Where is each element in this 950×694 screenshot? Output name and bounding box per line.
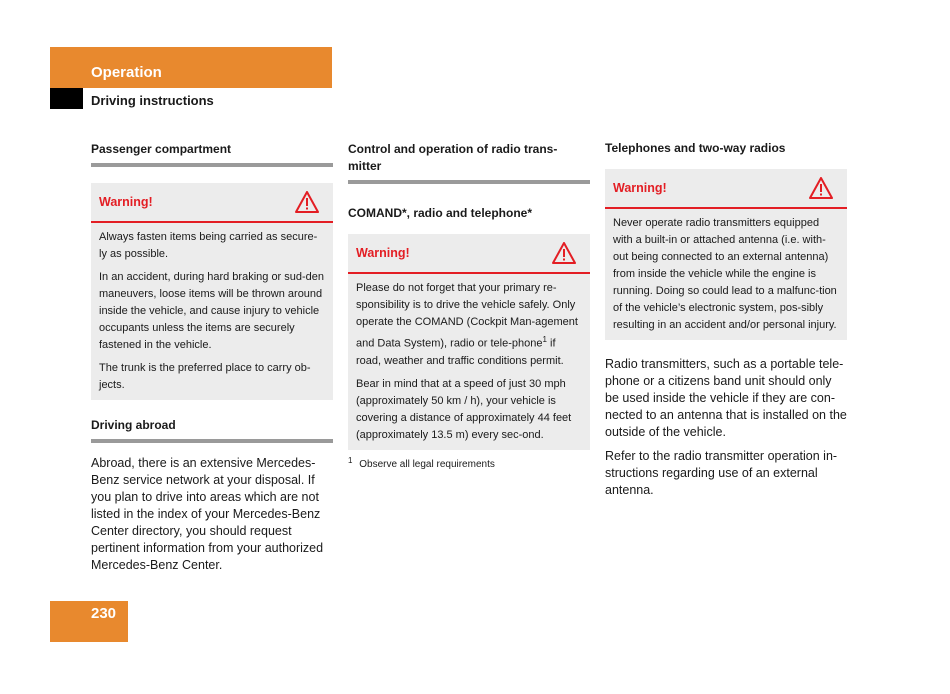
heading-driving-abroad: Driving abroad bbox=[91, 417, 333, 443]
warning-box bbox=[605, 169, 847, 340]
warning-paragraph: Never operate radio transmitters equipped with a built-in or attached antenna (i.e. with-out being connected to an external antenna) from inside the vehicle while the engine is running. Doing so could lead to a malfunc-tion of the vehicle’s electronic system, pos-sibly resulting in an accident and/or personal injury. bbox=[613, 217, 837, 331]
page-number-box bbox=[50, 601, 128, 642]
warning-header bbox=[605, 169, 847, 209]
column-2 bbox=[348, 141, 590, 470]
warning-box bbox=[348, 234, 590, 450]
section-title: Operation bbox=[91, 64, 162, 81]
warning-triangle-icon bbox=[809, 177, 833, 199]
section-marker bbox=[50, 88, 83, 109]
warning-text: Please do not forget that your primary re-sponsibility is to drive the vehicle safely. Only operate the COMAND (Cockpit Man-agement and Data System), radio or tele-phone bbox=[356, 282, 578, 350]
subheading-comand: COMAND*, radio and telephone* bbox=[348, 206, 533, 220]
warning-triangle-icon bbox=[552, 242, 576, 264]
footnote-text: Observe all legal requirements bbox=[359, 458, 495, 470]
warning-paragraph bbox=[356, 280, 582, 370]
heading-passenger-compartment: Passenger compartment bbox=[91, 141, 333, 167]
heading-telephones: Telephones and two-way radios bbox=[605, 141, 786, 155]
column-1 bbox=[91, 141, 333, 581]
footnote-mark: 1 bbox=[348, 455, 353, 465]
warning-title: Warning! bbox=[613, 181, 667, 195]
footnote-ref: 1 bbox=[542, 335, 547, 344]
warning-paragraph: In an accident, during hard braking or sud-den maneuvers, loose items will be thrown around inside the vehicle, and cause injury to vehicle occupants unless the items are securely fastened in the vehicle. bbox=[99, 271, 325, 351]
column-3 bbox=[605, 141, 847, 506]
warning-triangle-icon bbox=[295, 191, 319, 213]
subsection-title: Driving instructions bbox=[91, 93, 214, 108]
warning-title: Warning! bbox=[356, 246, 410, 260]
warning-body bbox=[348, 274, 590, 450]
body-paragraph: Abroad, there is an extensive Mercedes-Benz service network at your disposal. If you plan to drive into areas which are not listed in the index of your Mercedes-Benz Center directory, you should request pertinent information from your authorized Mercedes-Benz Center. bbox=[91, 456, 324, 572]
page-number: 230 bbox=[91, 605, 117, 622]
warning-text: if road, weather and traffic conditions permit. bbox=[356, 337, 564, 367]
warning-body bbox=[91, 223, 333, 400]
warning-header bbox=[91, 183, 333, 223]
warning-box bbox=[91, 183, 333, 400]
footnote bbox=[348, 456, 590, 470]
warning-paragraph: Always fasten items being carried as secure-ly as possible. bbox=[99, 231, 318, 260]
warning-header bbox=[348, 234, 590, 274]
warning-paragraph: Bear in mind that at a speed of just 30 mph (approximately 50 km / h), your vehicle is covering a distance of approximately 44 feet (approximately 13.5 m) every sec-ond. bbox=[356, 377, 572, 441]
body-paragraph: Refer to the radio transmitter operation in-structions regarding use of an external antenna. bbox=[605, 449, 838, 497]
body-paragraph: Radio transmitters, such as a portable tele-phone or a citizens band unit should only be used inside the vehicle if they are con-nected to an antenna that is installed on the outside of the vehicle. bbox=[605, 357, 847, 439]
warning-paragraph: The trunk is the preferred place to carry ob-jects. bbox=[99, 362, 311, 391]
body-text bbox=[91, 455, 333, 574]
warning-body bbox=[605, 209, 847, 340]
warning-title: Warning! bbox=[99, 195, 153, 209]
heading-radio-transmitter: Control and operation of radio trans-mitter bbox=[348, 141, 590, 184]
body-text bbox=[605, 356, 847, 499]
